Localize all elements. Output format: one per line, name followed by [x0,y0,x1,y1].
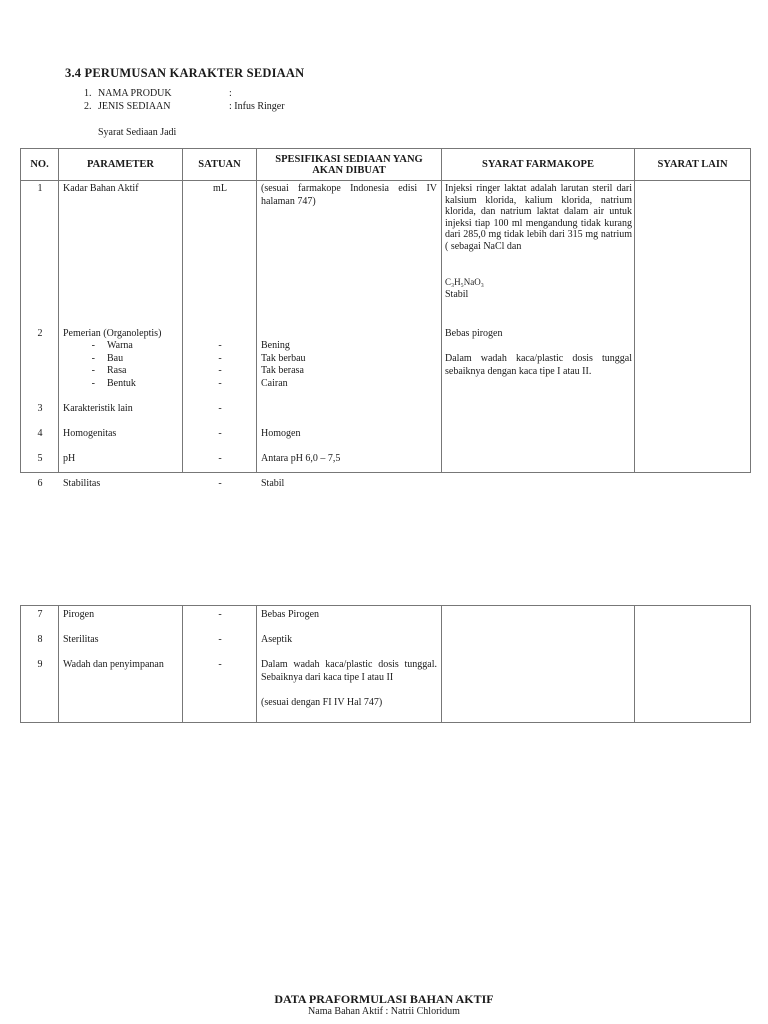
spec-table [20,148,751,489]
header-spesifikasi-line2: AKAN DIBUAT [312,164,386,176]
row-no: 6 [37,478,43,489]
header-no: NO. [21,149,59,181]
row-spec-note: (sesuai dengan FI IV Hal 747) [261,697,383,708]
organoleptis-name: Warna [107,340,133,351]
row-no: 4 [37,428,43,439]
organoleptis-name: Bau [107,352,124,364]
row-satuan: - [218,403,222,414]
row-satuan: - [218,453,222,464]
list-item [59,340,136,353]
spec-table-continued [20,605,751,723]
col-no [21,181,59,489]
row-spec: Antara pH 6,0 – 7,5 [261,453,341,464]
header-spesifikasi-line1: SPESIFIKASI SEDIAAN YANG [275,153,423,165]
table-row [21,606,751,723]
row-parameter: pH [63,453,76,464]
row-no: 8 [37,634,43,645]
list-item: - [218,340,222,351]
footer-title: DATA PRAFORMULASI BAHAN AKTIF [274,992,494,1006]
col-satuan [183,181,257,489]
col-spesifikasi [257,181,442,489]
farmakope-formula: C₃H₅NaO₃ [445,277,484,287]
list-item [59,378,136,391]
item-number: 2. [84,101,92,112]
list-item [59,365,136,378]
header-satuan: SATUAN [183,149,257,181]
row-parameter: Pirogen [63,609,95,620]
header-parameter: PARAMETER [59,149,183,181]
row-parameter: Karakteristik lain [63,403,133,414]
row-spec: Stabil [261,478,285,489]
row-parameter: Kadar Bahan Aktif [63,183,139,194]
row-satuan: - [218,428,222,439]
list-item: Bening [261,340,290,351]
col-parameter [59,181,183,489]
list-item: Tak berbau [261,352,306,364]
row-spec: Dalam wadah kaca/plastic dosis tunggal. Sebaiknya dari kaca tipe I atau II [261,659,437,683]
list-item: - [218,365,222,376]
spec-list [261,340,306,390]
row-spec: Aseptik [261,634,293,645]
row-satuan: - [218,659,222,670]
header-spesifikasi [257,149,442,181]
item-label: JENIS SEDIAAN [98,101,171,112]
row-parameter: Wadah dan penyimpanan [63,659,164,670]
item-value: : Infus Ringer [229,101,285,112]
list-item [59,353,136,366]
dash: - [91,340,95,351]
table-row [21,181,751,473]
row-satuan: - [218,609,222,620]
row-parameter: Homogenitas [63,428,117,439]
table-header-row [21,149,751,181]
farmakope-stabil: Stabil [445,289,469,300]
col-parameter [59,606,183,723]
dash: - [91,352,95,364]
col-no [21,606,59,723]
subtitle: Syarat Sediaan Jadi [98,127,177,138]
row-no: 2 [37,328,43,339]
row-spec: (sesuai farmakope Indonesia edisi IV halaman 747) [261,183,437,207]
farmakope-pirogen: Bebas pirogen [445,328,503,339]
col-farmakope [442,606,635,723]
row-no: 7 [37,609,43,620]
row-spec: Bebas Pirogen [261,609,320,620]
row-satuan: - [218,478,222,489]
satuan-list [183,340,257,390]
header-lain: SYARAT LAIN [635,149,751,181]
dash: - [91,365,95,376]
col-farmakope [442,181,635,473]
organoleptis-name: Rasa [107,365,127,376]
col-satuan [183,606,257,723]
header-farmakope: SYARAT FARMAKOPE [442,149,635,181]
list-item: - [218,377,222,389]
row-parameter: Stabilitas [63,478,101,489]
row-spec: Homogen [261,428,301,439]
item-number: 1. [84,88,92,99]
farmakope-wadah: Dalam wadah kaca/plastic dosis tunggal sebaiknya dengan kaca tipe I atau II. [445,353,632,377]
row-no: 1 [37,183,43,194]
organoleptis-name: Bentuk [107,377,136,389]
organoleptis-list [59,340,136,390]
item-value: : [229,88,232,99]
list-item: Tak berasa [261,365,304,376]
col-lain [635,181,751,473]
row-satuan: mL [213,183,227,194]
list-item: Cairan [261,377,288,389]
list-item: - [218,352,222,364]
row-no: 5 [37,453,43,464]
row-no: 9 [37,659,43,670]
item-label: NAMA PRODUK [98,88,172,99]
row-parameter: Pemerian (Organoleptis) [63,328,162,339]
col-lain [635,606,751,723]
row-satuan: - [218,634,222,645]
dash: - [91,377,95,389]
farmakope-description: Injeksi ringer laktat adalah larutan steril dari kalsium klorida, kalium klorida, natrium klorida, dan natrium laktat dalam air untuk injeksi tiap 100 ml mengandung tidak kurang dari 285,0 mg tidak lebih dari 315 mg natrium ( sebagai NaCl dan [445,183,632,252]
section-heading: 3.4 PERUMUSAN KARAKTER SEDIAAN [65,66,305,80]
col-spesifikasi [257,606,442,723]
footer-subtitle: Nama Bahan Aktif : Natrii Chloridum [308,1006,460,1017]
row-no: 3 [37,403,43,414]
row-parameter: Sterilitas [63,634,99,645]
